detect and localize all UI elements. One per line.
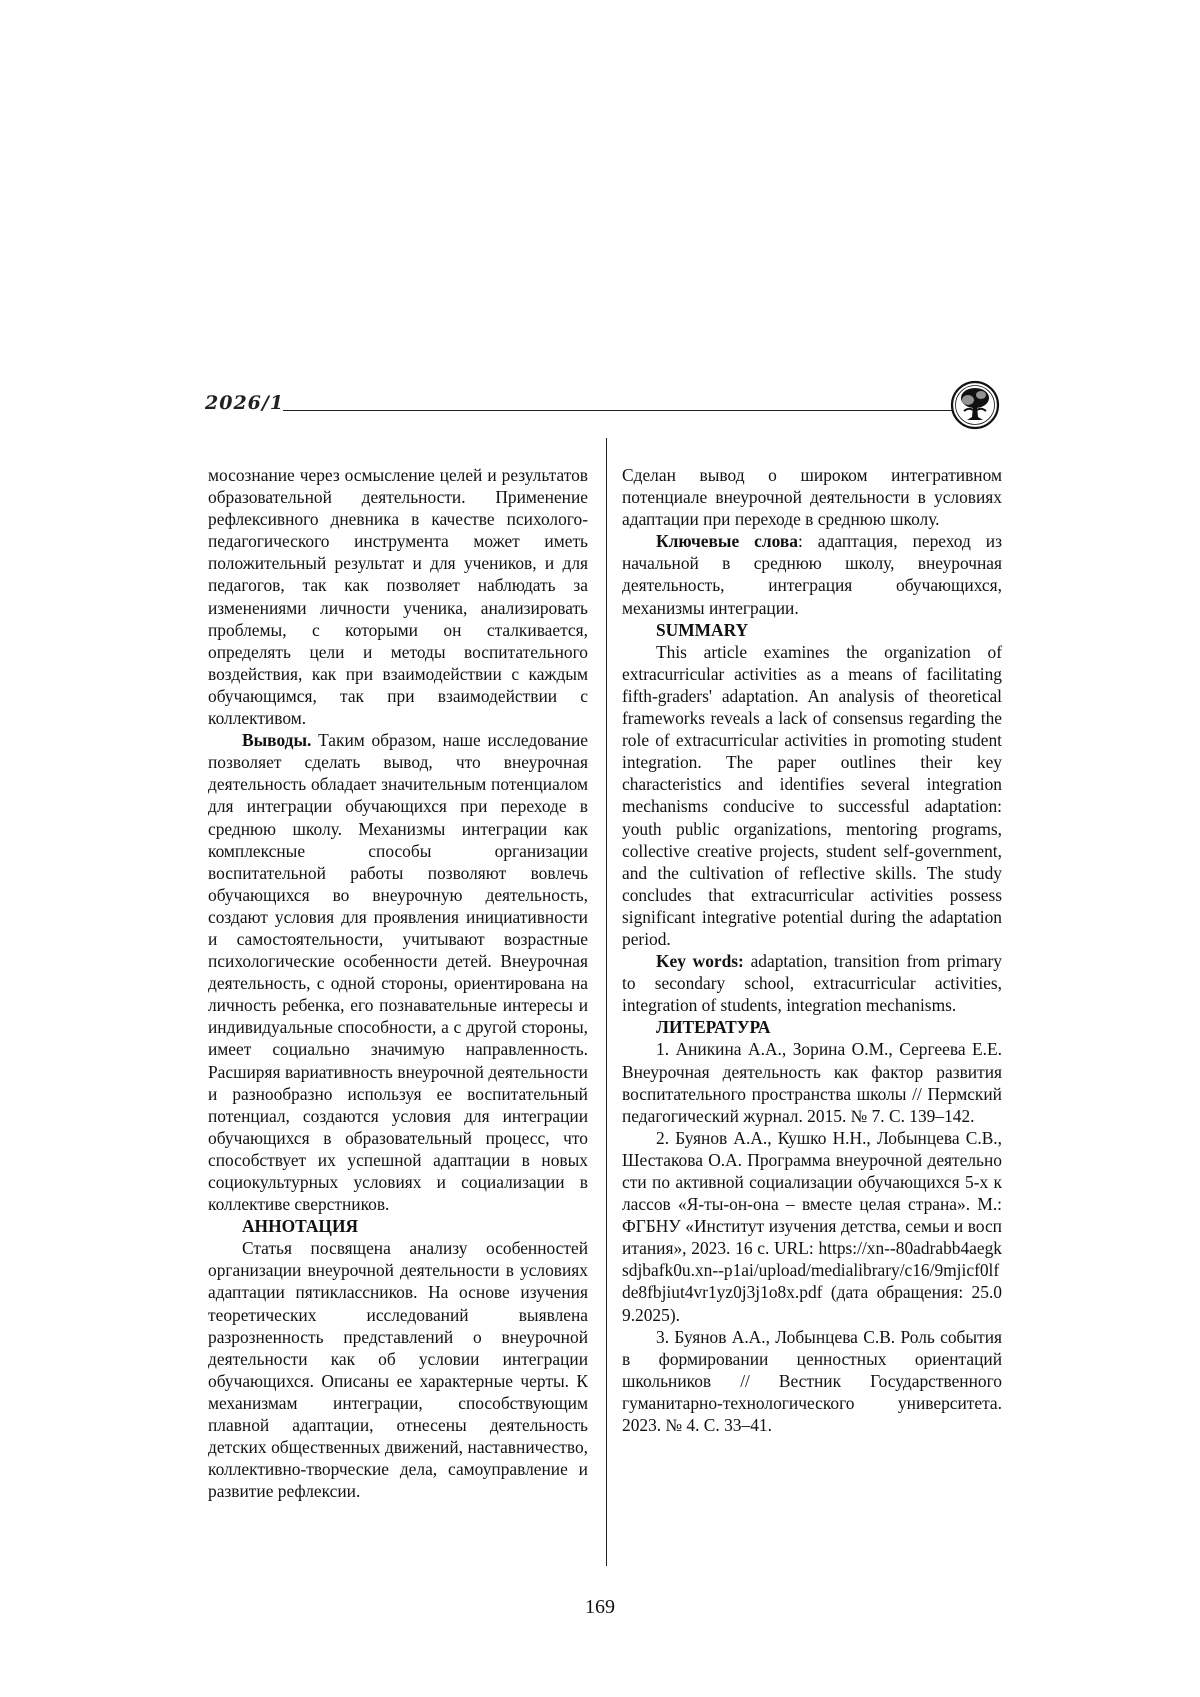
running-header (205, 380, 1000, 440)
key-words-paragraph (622, 950, 1002, 1016)
key-words-text: adaptation, transition from primary to secondary school, extracurricular activities, integration of students, integration mechanisms. (622, 951, 1003, 1016)
annotation-text: Статья посвящена анализу особенностей организации внеурочной деятельности в условиях адаптации пятиклассников. На основе изучения теоретических исследований выявлена разрозненность представлений о внеурочной деятельности как об условии интеграции обучающихся. Описаны ее характерные черты. К механизмам интеграции, способствующим плавной адаптации, отнесены деятельность детских общественных движений, наставничество, коллективно-творческие дела, самоуправление и развитие рефлексии. (208, 1238, 588, 1502)
header-rule (283, 410, 952, 411)
left-column (208, 464, 588, 1502)
key-words-label: Key words: (656, 951, 744, 972)
keywords-paragraph (622, 530, 1002, 618)
annotation-heading: АННОТАЦИЯ (242, 1216, 359, 1237)
conclusions-label: Выводы. (242, 730, 312, 751)
reference-item: 3. Буянов А.А., Лобынцева С.В. Роль события в формировании ценностных ориентаций школьников // Вестник Государственного гуманитарно-технологического университета. 2023. № 4. С. 33–41. (622, 1326, 1002, 1436)
literature-heading: ЛИТЕРАТУРА (656, 1017, 771, 1038)
summary-heading: SUMMARY (656, 619, 749, 640)
page-number: 169 (585, 1596, 615, 1618)
conclusions-paragraph (208, 729, 588, 1215)
annotation-end: Сделан вывод о широком интегративном потенциале внеурочной деятельности в условиях адаптации при переходе в среднюю школу. (622, 465, 1002, 530)
reference-item: 2. Буянов А.А., Кушко Н.Н., Лобынцева С.В., Шестакова О.А. Программа внеурочной деятельности по активной социализации обучающихся 5-х классов «Я-ты-он-она – вместе целая страна». М.: ФГБНУ «Институт изучения детства, семьи и воспитания», 2023. 16 с. URL: https://xn--80adrabb4aegksdjbafk0u.xn--p1ai/upload/medialibrary/c16/9mjicf0lfde8fbjiut4vr1yz0j3j1o8x.pdf (дата обращения: 25.09.2025). (622, 1127, 1002, 1325)
keywords-text: : адаптация, переход из начальной в среднюю школу, внеурочная деятельность, интеграция обучающихся, механизмы интеграции. (622, 531, 1002, 618)
column-divider (606, 438, 607, 1566)
issue-number: 2026/1 (205, 392, 285, 414)
summary-text: This article examines the organization of extracurricular activities as a means of facilitating fifth-graders' adaptation. An analysis of theoretical frameworks reveals a lack of consensus regarding the role of extracurricular activities in promoting student integration. The paper outlines their key characteristics and identifies several integration mechanisms conducive to successful adaptation: youth public organizations, mentoring programs, collective creative projects, student self-government, and the cultivation of reflective skills. The study concludes that extracurricular activities possess significant integrative potential during the adaptation period. (622, 641, 1002, 949)
tree-emblem-icon (950, 380, 1000, 430)
conclusions-text: Таким образом, наше исследование позволяет сделать вывод, что внеурочная деятельность обладает значительным потенциалом для интеграции обучающихся при переходе в среднюю школу. Механизмы интеграции как комплексные способы организации воспитательной работы позволяют вовлечь обучающихся во внеурочную деятельность, создают условия для проявления инициативности и самостоятельности, учитывают возрастные психологические особенности детей. Внеурочная деятельность, с одной стороны, ориентирована на личность ребенка, его познавательные интересы и индивидуальные способности, а с другой стороны, имеет социально значимую направленность. Расширяя вариативность внеурочной деятельности и разнообразно используя ее воспитательный потенциал, создаются условия для интеграции обучающихся в образовательный процесс, что способствует их успешной адаптации в новых социокультурных условиях и социализации в коллективе сверстников. (208, 730, 588, 1215)
body-paragraph: мосознание через осмысление целей и результатов образовательной деятельности. Применение рефлексивного дневника в качестве психолого-педагогического инструмента может иметь положительный результат и для учеников, и для педагогов, так как позволяет наблюдать за изменениями личности ученика, анализировать проблемы, с которыми он сталкивается, определять цели и методы воспитательного воздействия, как при взаимодействии с каждым обучающимся, так при взаимодействии с коллективом. (208, 465, 588, 729)
reference-item: 1. Аникина А.А., Зорина О.М., Сергеева Е.Е. Внеурочная деятельность как фактор развития воспитательного пространства школы // Пермский педагогический журнал. 2015. № 7. С. 139–142. (622, 1039, 1002, 1126)
keywords-label: Ключевые слова (656, 531, 798, 552)
right-column (622, 464, 1002, 1436)
